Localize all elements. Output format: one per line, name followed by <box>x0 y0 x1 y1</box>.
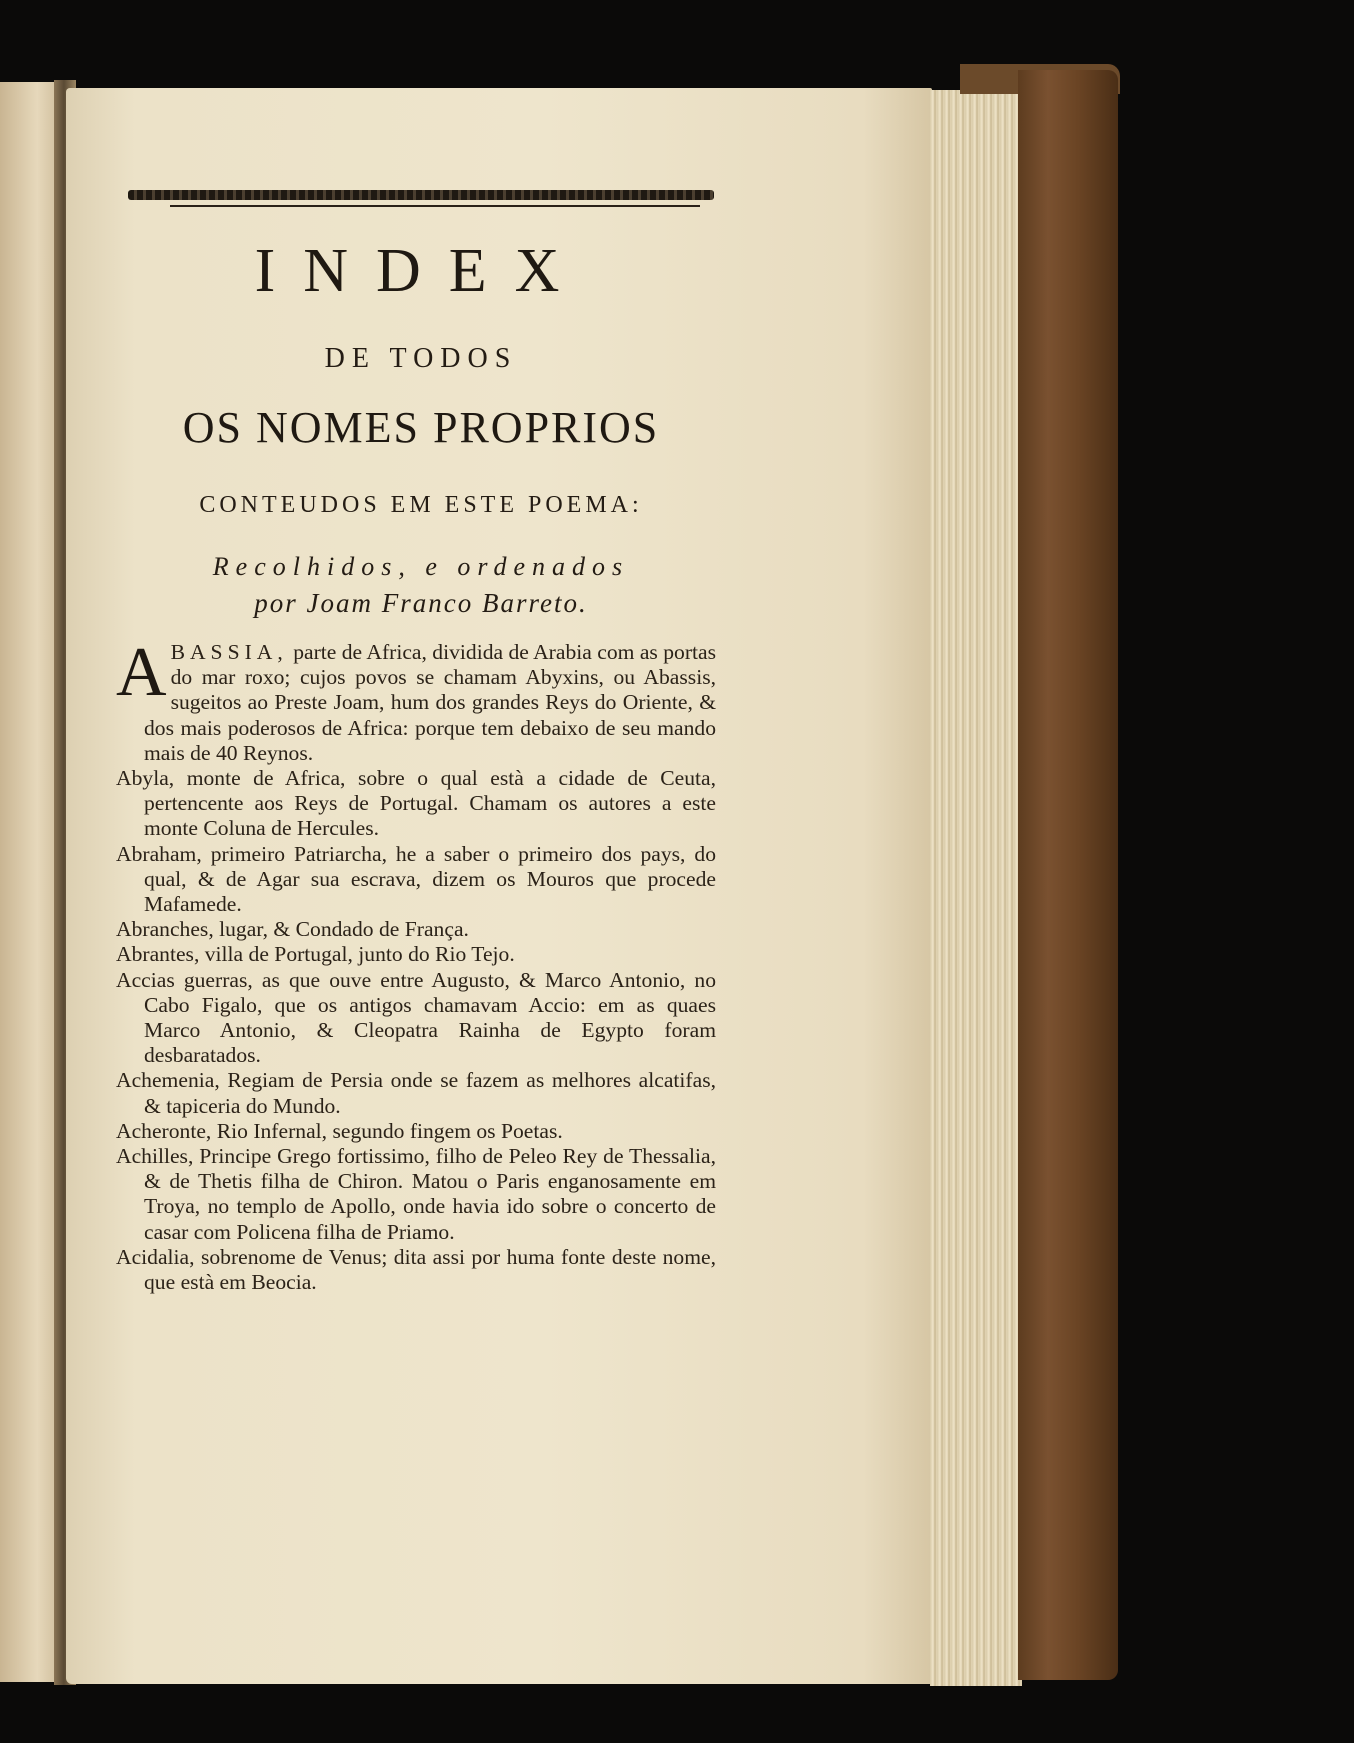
index-entry: Acheronte, Rio Infernal, segundo fingem os Poetas. <box>116 1118 563 1143</box>
index-entry: Achilles, Principe Grego fortissimo, filho de Peleo Rey de Thessalia, & de Thetis filha de Chiron. Matou o Paris enganosamente em Troya, no templo de Apollo, onde havia ido sobre o concerto de casar com Policena filha de Priamo. <box>116 1144 716 1244</box>
credit-line-2: por Joam Franco Barreto. <box>254 588 588 618</box>
entry-text: parte de Africa, dividida de Arabia com as portas do mar roxo; cujos povos se chamam Abyxins, ou Abassis, sugeitos ao Preste Joam, hum dos grandes Reys do Oriente, & dos mais poderosos de Africa: porque tem debaixo de seu mando mais de 40 Reynos. <box>144 640 716 765</box>
index-entry: Abraham, primeiro Patriarcha, he a saber o primeiro dos pays, do qual, & de Agar sua escrava, dizem os Mouros que procede Mafamede. <box>116 841 716 917</box>
index-entry: Abranches, lugar, & Condado de França. <box>116 917 469 942</box>
subtitle-2: OS NOMES PROPRIOS <box>182 403 660 452</box>
credit-line-1: Recolhidos, e ordenados <box>212 552 630 581</box>
index-entry: Abyla, monte de Africa, sobre o qual està a cidade de Ceuta, pertencente aos Reys de Portugal. Chamam os autores a este monte Coluna de Hercules. <box>116 766 716 841</box>
index-entry: Acidalia, sobrenome de Venus; dita assi por huma fonte deste nome, que està em Beocia. <box>116 1244 716 1295</box>
subtitle-1: DE TODOS <box>324 343 518 374</box>
index-entry: Abrantes, villa de Portugal, junto do Rio Tejo. <box>116 942 515 967</box>
index-entry <box>116 634 716 766</box>
book-cover <box>1018 70 1118 1680</box>
index-entry: Accias guerras, as que ouve entre Augusto, & Marco Antonio, no Cabo Figalo, que os antigos chamavam Accio: em as quaes Marco Antonio, & Cleopatra Rainha de Egypto foram desbaratados. <box>116 967 716 1068</box>
index-entry: Achemenia, Regiam de Persia onde se fazem as melhores alcatifas, & tapiceria do Mundo. <box>116 1068 716 1118</box>
subtitle-3: CONTEUDOS EM ESTE POEMA: <box>199 492 643 518</box>
previous-page-edge <box>0 82 62 1682</box>
page-edges <box>930 90 1022 1686</box>
drop-cap: A <box>116 634 167 711</box>
entry-lead: BASSIA, <box>170 640 288 664</box>
ornamental-rule <box>128 190 714 200</box>
rule-line <box>170 205 700 207</box>
page-title: INDEX <box>254 237 588 305</box>
index-entries <box>116 634 716 1295</box>
